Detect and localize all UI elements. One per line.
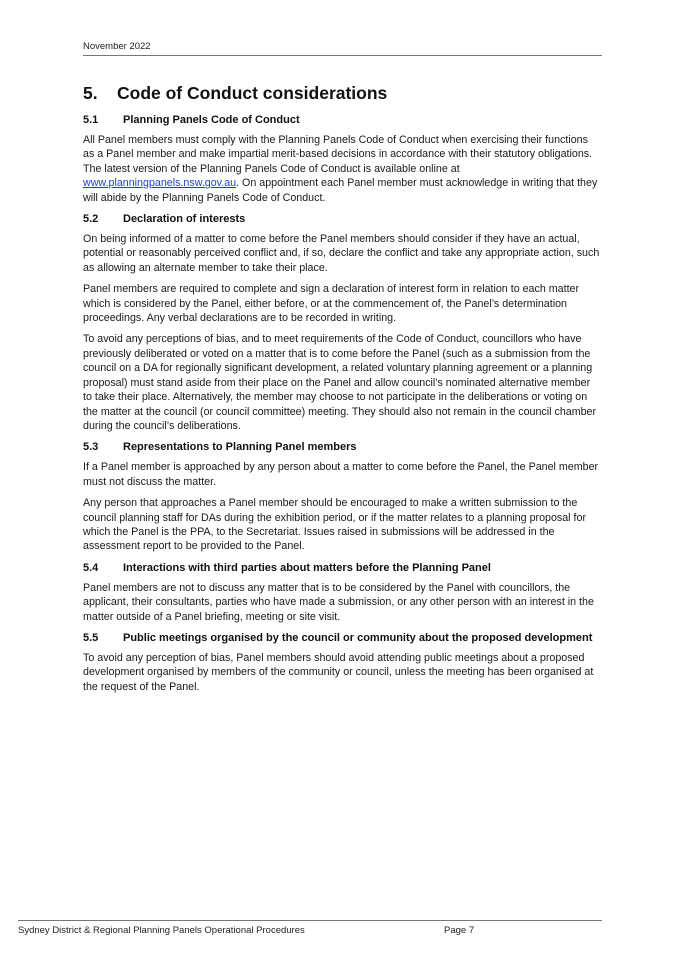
planning-panels-link[interactable]: www.planningpanels.nsw.gov.au — [83, 177, 237, 190]
paragraph: To avoid any perception of bias, Panel members should avoid attending public meetings about a proposed development organised by members of the community or council, unless the meeting has been organised at the request of the Panel. — [83, 651, 594, 693]
subsection-heading-5-3 — [83, 440, 602, 454]
header-divider — [83, 55, 602, 56]
footer-page-number: Page 7 — [444, 925, 475, 936]
paragraph: On being informed of a matter to come before the Panel members should consider if they have an actual, potential or reasonably perceived conflict and, if so, declare the conflict and take any appropriate action, such as allowing an alternate member to take their place. — [83, 233, 600, 274]
subsection-number: 5.1 — [83, 114, 99, 126]
header-date: November 2022 — [83, 41, 151, 52]
footer-divider — [18, 920, 602, 921]
subsection-title: Planning Panels Code of Conduct — [123, 114, 300, 126]
paragraph: To avoid any perceptions of bias, and to meet requirements of the Code of Conduct, councillors who have previously deliberated or voted on a matter that is to come before the Panel (such as a submission from the council on a DA for regionally significant development, a related voluntary planning agreement or a planning proposal) must stand aside from their place on the Panel and allow council’s nominated alternative member to take their place. Alternatively, the member may choose to not participate in the deliberations or voting on the matter at the council (or council committee) meeting. They should also not remain in the council chamber during the council’s deliberations. — [83, 333, 597, 432]
footer-document-title: Sydney District & Regional Planning Panels Operational Procedures — [18, 925, 305, 936]
paragraph: Panel members are required to complete and sign a declaration of interest form in relation to each matter which is considered by the Panel, either before, or at the commencement of, the Panel’s determination proceedings. Any verbal declarations are to be recorded in writing. — [83, 283, 580, 325]
document-body — [83, 82, 602, 701]
subsection-heading-5-2 — [83, 212, 602, 226]
subsection-title: Declaration of interests — [123, 213, 246, 226]
subsection-heading-5-4 — [83, 561, 602, 575]
subsection-number: 5.5 — [83, 631, 99, 644]
subsection-title: Representations to Planning Panel members — [123, 441, 357, 454]
subsection-number: 5.2 — [83, 213, 99, 226]
paragraph: Any person that approaches a Panel member should be encouraged to make a written submission to the council planning staff for DAs during the exhibition period, or if the matter relates to a planning proposal for which the Panel is the PPA, to the Secretariat. Issues raised in submissions will be addressed in the assessment report to be provided to the Panel. — [83, 497, 587, 553]
section-number: 5. — [83, 83, 98, 103]
paragraph: Panel members are not to discuss any matter that is to be considered by the Panel with councillors, the applicant, their consultants, parties who have made a submission, or any other person with an interest in the matter outside of a Panel briefing, meeting or site visit. — [83, 581, 594, 623]
paragraph-text: . On appointment each Panel member must acknowledge in writing that they will abide by the Planning Panels Code of Conduct. — [83, 177, 598, 204]
subsection-number: 5.4 — [83, 561, 99, 574]
paragraph-text: All Panel members must comply with the Planning Panels Code of Conduct when exercising their functions as a Panel member and make impartial merit-based decisions in accordance with their statutory obligations. The latest version of the Planning Panels Code of Conduct is available online at — [83, 134, 593, 175]
section-title: Code of Conduct considerations — [117, 83, 388, 103]
paragraph — [83, 133, 602, 205]
section-heading — [83, 82, 602, 104]
subsection-heading-5-5 — [83, 631, 602, 645]
paragraph: If a Panel member is approached by any person about a matter to come before the Panel, the Panel member must not discuss the matter. — [83, 461, 599, 488]
subsection-title: Public meetings organised by the council or community about the proposed development — [123, 631, 593, 644]
subsection-number: 5.3 — [83, 441, 99, 454]
subsection-heading-5-1 — [83, 113, 602, 127]
subsection-title: Interactions with third parties about matters before the Planning Panel — [123, 561, 491, 574]
